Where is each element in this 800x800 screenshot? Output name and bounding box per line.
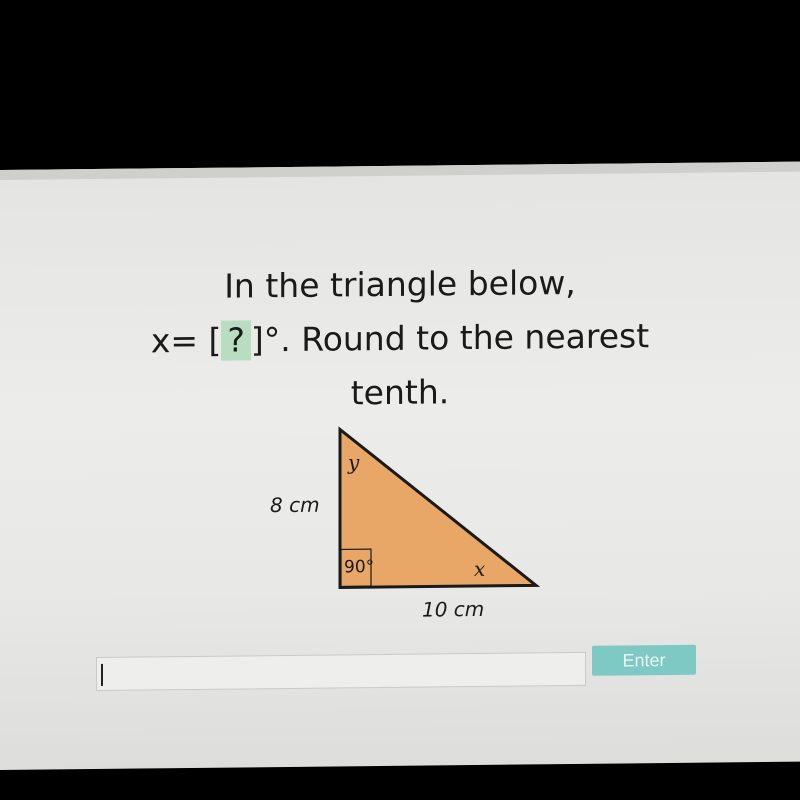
- top-bar: [0, 162, 800, 180]
- angle-x-label: x: [474, 556, 486, 582]
- text-caret: [101, 664, 103, 686]
- angle-y-label: y: [348, 450, 360, 475]
- answer-blank: ?: [221, 320, 251, 360]
- enter-button[interactable]: Enter: [592, 645, 696, 676]
- triangle-svg: [260, 419, 550, 632]
- right-angle-label: 90°: [344, 557, 375, 578]
- answer-row: [96, 651, 706, 693]
- question-text: [0, 254, 800, 424]
- question-suffix: ]°. Round to the nearest: [250, 316, 650, 360]
- question-prefix: x= [: [150, 320, 222, 361]
- horizontal-side-label: 10 cm: [422, 596, 485, 622]
- question-line-2: [0, 308, 800, 370]
- question-line-1: In the triangle below,: [224, 262, 576, 306]
- question-line-3: tenth.: [350, 372, 450, 413]
- triangle-figure: [260, 419, 550, 632]
- answer-input[interactable]: [96, 652, 586, 691]
- screen: [0, 162, 800, 770]
- vertical-side-label: 8 cm: [270, 492, 320, 518]
